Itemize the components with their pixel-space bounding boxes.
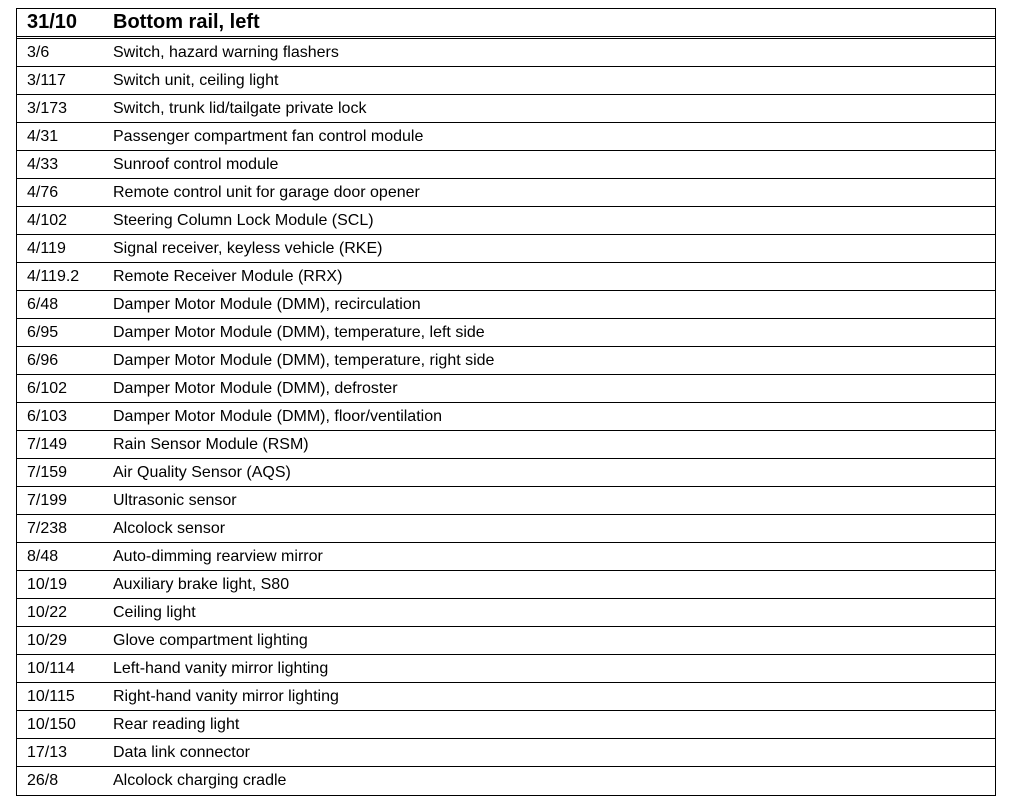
- component-code: 10/22: [27, 603, 68, 621]
- table-row: [17, 599, 995, 627]
- component-code: 10/115: [27, 687, 75, 705]
- component-code: 3/173: [27, 99, 68, 117]
- component-code: 4/119: [27, 239, 66, 257]
- table-row: [17, 431, 995, 459]
- component-description: Damper Motor Module (DMM), floor/ventilation: [113, 407, 442, 425]
- component-code: 6/95: [27, 323, 59, 341]
- component-description: Damper Motor Module (DMM), recirculation: [113, 295, 421, 313]
- component-code: 4/31: [27, 127, 59, 145]
- table-row: [17, 95, 995, 123]
- table-row: [17, 235, 995, 263]
- component-description: Right-hand vanity mirror lighting: [113, 687, 339, 705]
- table-row: [17, 711, 995, 739]
- component-code: 10/29: [27, 631, 68, 649]
- component-code: 4/119.2: [27, 267, 80, 285]
- component-code: 7/159: [27, 463, 68, 481]
- table-row: [17, 459, 995, 487]
- component-code: 10/114: [27, 659, 75, 677]
- table-row: [17, 487, 995, 515]
- table-row: [17, 403, 995, 431]
- table-row: [17, 67, 995, 95]
- component-description: Rain Sensor Module (RSM): [113, 435, 309, 453]
- component-description: Damper Motor Module (DMM), temperature, right side: [113, 351, 495, 369]
- table-row: [17, 683, 995, 711]
- component-code: 4/76: [27, 183, 59, 201]
- component-code: 7/199: [27, 491, 68, 509]
- component-description: Switch, trunk lid/tailgate private lock: [113, 99, 367, 117]
- table-row: [17, 207, 995, 235]
- component-description: Alcolock sensor: [113, 519, 226, 537]
- component-code: 8/48: [27, 547, 59, 565]
- component-description: Remote Receiver Module (RRX): [113, 267, 343, 285]
- component-code: 6/102: [27, 379, 68, 397]
- component-description: Data link connector: [113, 743, 250, 761]
- component-code: 26/8: [27, 772, 59, 789]
- component-table: [16, 8, 996, 796]
- component-code: 7/238: [27, 519, 68, 537]
- component-description: Alcolock charging cradle: [113, 772, 287, 789]
- table-row: [17, 515, 995, 543]
- component-description: Damper Motor Module (DMM), defroster: [113, 379, 398, 397]
- table-row: [17, 263, 995, 291]
- table-row: [17, 123, 995, 151]
- component-description: Left-hand vanity mirror lighting: [113, 659, 329, 677]
- component-description: Passenger compartment fan control module: [113, 127, 424, 145]
- component-description: Glove compartment lighting: [113, 631, 308, 649]
- component-code: 6/96: [27, 351, 59, 369]
- component-description: Switch unit, ceiling light: [113, 71, 279, 89]
- table-row: [17, 655, 995, 683]
- component-description: Ultrasonic sensor: [113, 491, 237, 509]
- component-description: Rear reading light: [113, 715, 240, 733]
- component-code: 3/6: [27, 43, 50, 61]
- component-description: Switch, hazard warning flashers: [113, 43, 339, 61]
- component-code: 6/103: [27, 407, 68, 425]
- component-code: 6/48: [27, 295, 59, 313]
- component-code: 4/33: [27, 155, 59, 173]
- table-row: [17, 151, 995, 179]
- component-code: 3/117: [27, 71, 66, 89]
- table-row: [17, 291, 995, 319]
- component-description: Auxiliary brake light, S80: [113, 575, 290, 593]
- header-title: Bottom rail, left: [113, 11, 260, 33]
- component-description: Remote control unit for garage door opener: [113, 183, 420, 201]
- header-code: 31/10: [27, 11, 78, 33]
- table-row: [17, 543, 995, 571]
- component-code: 10/19: [27, 575, 68, 593]
- component-code: 7/149: [27, 435, 68, 453]
- component-code: 10/150: [27, 715, 76, 733]
- component-description: Signal receiver, keyless vehicle (RKE): [113, 239, 383, 257]
- component-code: 17/13: [27, 743, 68, 761]
- table-row: [17, 767, 995, 795]
- table-header: [17, 9, 995, 39]
- table-row: [17, 319, 995, 347]
- component-description: Steering Column Lock Module (SCL): [113, 211, 374, 229]
- component-description: Air Quality Sensor (AQS): [113, 463, 291, 481]
- table-row: [17, 571, 995, 599]
- component-description: Auto-dimming rearview mirror: [113, 547, 323, 565]
- table-body: [17, 39, 995, 795]
- table-row: [17, 375, 995, 403]
- table-row: [17, 39, 995, 67]
- table-row: [17, 347, 995, 375]
- table-row: [17, 627, 995, 655]
- component-description: Ceiling light: [113, 603, 196, 621]
- table-row: [17, 739, 995, 767]
- table-row: [17, 179, 995, 207]
- component-description: Damper Motor Module (DMM), temperature, left side: [113, 323, 485, 341]
- component-code: 4/102: [27, 211, 68, 229]
- component-description: Sunroof control module: [113, 155, 279, 173]
